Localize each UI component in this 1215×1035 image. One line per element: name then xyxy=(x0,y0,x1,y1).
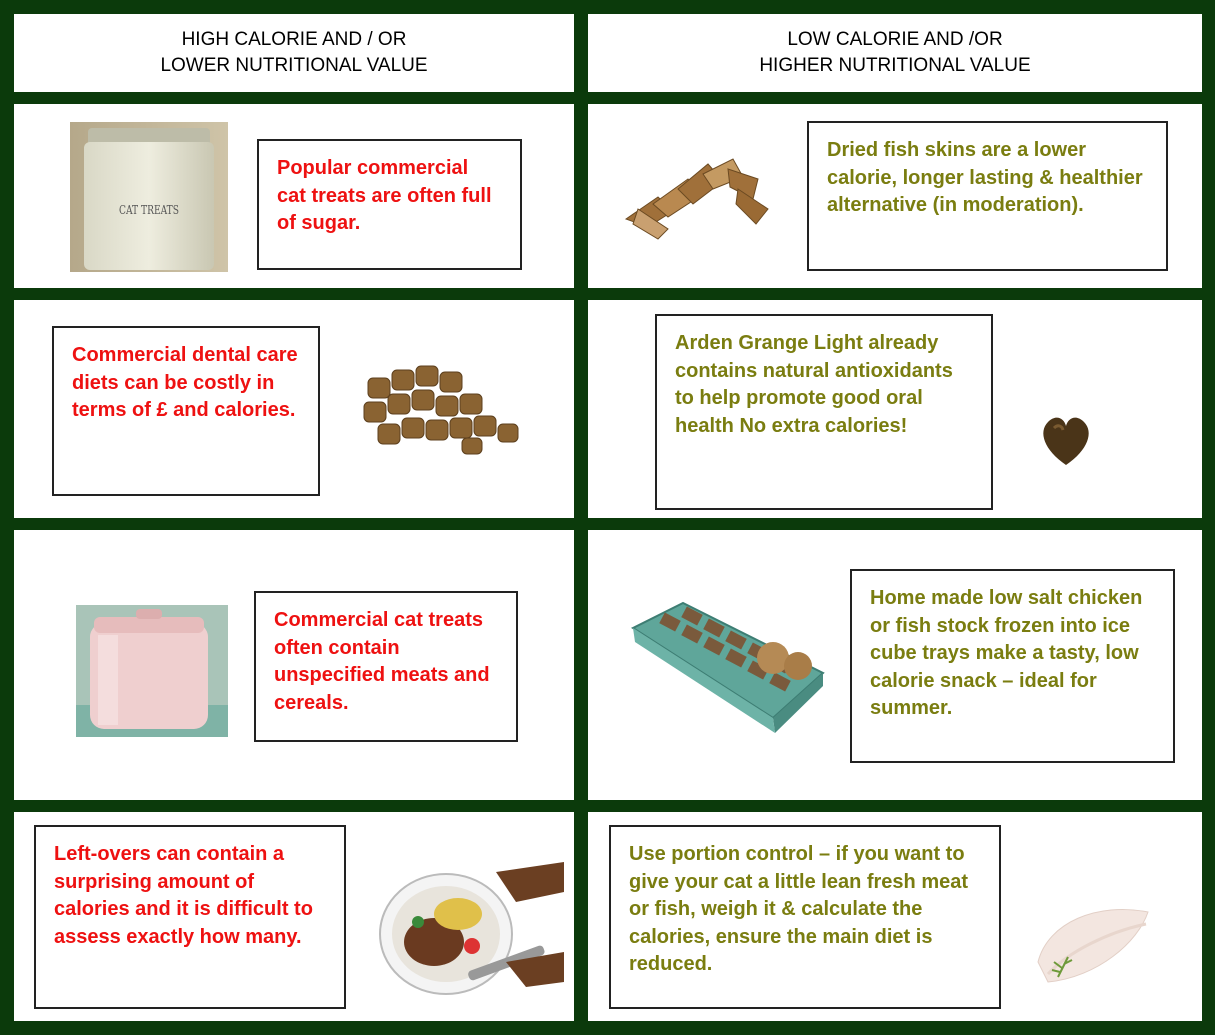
row-2-right xyxy=(588,300,1202,518)
header-left xyxy=(14,14,574,92)
row-4-left-text: Left-overs can contain a surprising amount of calories and it is difficult to assess exactly how many. xyxy=(54,843,313,948)
header-left-line-1: HIGH CALORIE AND / OR xyxy=(181,29,407,51)
header-right-line-1: LOW CALORIE AND /OR xyxy=(787,29,1003,51)
row-3-left-text: Commercial cat treats often contain unspecified meats and cereals. xyxy=(274,609,490,714)
tin-label: CAT TREATS xyxy=(119,203,179,217)
row-4-right xyxy=(588,812,1202,1021)
row-4-left xyxy=(14,812,574,1021)
dental-kibble-image xyxy=(358,358,528,458)
row-3-right xyxy=(588,530,1202,800)
header-right xyxy=(588,14,1202,92)
dried-fish-skins-image xyxy=(618,149,778,244)
row-2-left-textbox xyxy=(52,326,320,496)
row-4-right-text: Use portion control – if you want to give your cat a little lean fresh meat or fish, weigh it & calculate the calories, ensure the main diet is reduced. xyxy=(629,843,969,976)
pink-container-image xyxy=(76,605,228,737)
row-4-right-textbox xyxy=(609,825,1001,1009)
row-1-left-textbox xyxy=(257,139,522,270)
row-4-left-textbox xyxy=(34,825,346,1009)
row-1-right xyxy=(588,104,1202,288)
fish-fillet-image xyxy=(1028,882,1158,1002)
row-3-left xyxy=(14,530,574,800)
heart-kibble-image xyxy=(1036,410,1096,470)
row-2-left xyxy=(14,300,574,518)
row-2-right-textbox xyxy=(655,314,993,510)
header-left-line-2: LOWER NUTRITIONAL VALUE xyxy=(160,55,428,76)
row-3-right-text: Home made low salt chicken or fish stock frozen into ice cube trays make a tasty, low calorie snack – ideal for summer. xyxy=(870,587,1143,720)
row-1-left-text: Popular commercial cat treats are often full of sugar. xyxy=(277,157,492,235)
leftovers-plate-image xyxy=(376,862,566,1000)
header-right-line-2: HIGHER NUTRITIONAL VALUE xyxy=(759,55,1031,76)
row-3-right-textbox xyxy=(850,569,1175,763)
row-1-right-textbox xyxy=(807,121,1168,271)
ice-cube-tray-image xyxy=(623,588,828,738)
row-2-right-text: Arden Grange Light already contains natural antioxidants to help promote good oral health No extra calories! xyxy=(675,332,953,437)
cat-treats-tin-image xyxy=(70,122,228,272)
row-1-right-text: Dried fish skins are a lower calorie, longer lasting & healthier alternative (in moderation). xyxy=(827,139,1143,217)
row-1-left xyxy=(14,104,574,288)
row-2-left-text: Commercial dental care diets can be costly in terms of £ and calories. xyxy=(72,344,298,422)
row-3-left-textbox xyxy=(254,591,518,742)
